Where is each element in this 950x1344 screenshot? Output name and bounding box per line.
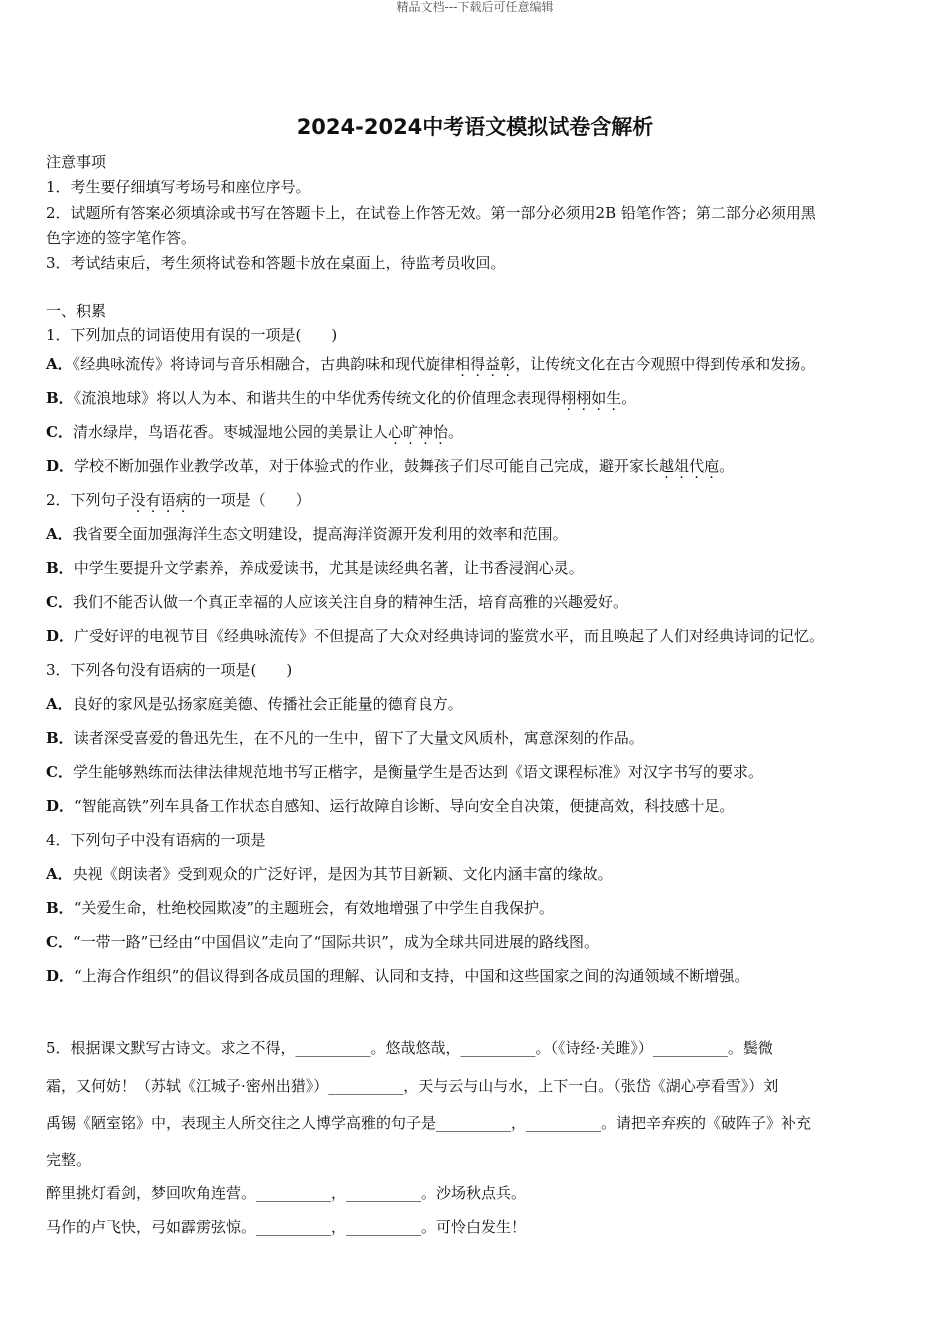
q2-option-c [46,585,908,619]
option-text: 广受好评的电视节目《经典咏流传》不但提高了大众对经典诗词的鉴赏水平，而且唤起了人们对经典诗词的记忆。 [74,627,825,645]
q3-stem: 3．下列各句没有语病的一项是( ) [46,661,293,679]
dotted-char: 代 [689,457,705,475]
option-label: C． [46,933,73,951]
q4-option-d [46,959,908,993]
stem-text: 2．下列句子 [46,491,131,509]
option-text: 学生能够熟练而法律法律规范地书写正楷字，是衡量学生是否达到《语文课程标准》对汉字书写的要求。 [72,763,763,781]
option-text: 《经典咏流传》将诗词与音乐相融合，古典韵味和现代旋律 [72,355,456,373]
dotted-char: 得 [470,355,486,373]
q5-prompt [46,1030,908,1177]
option-label: B． [46,899,74,917]
notice-item-2-line-1: 2．试题所有答案必须填涂或书写在答题卡上，在试卷上作答无效。第一部分必须用2B 铅笔作答；第二部分必须用黑 [46,203,816,222]
q2-option-d [46,619,908,653]
q2-option-b [46,551,908,585]
dotted-char: 如 [591,389,607,407]
option-text: 清水绿岸，鸟语花香。枣城湿地公园的美景让人 [72,423,388,441]
option-text: 。 [719,457,735,475]
dotted-char: 相 [455,355,471,373]
q5-line-4: 完整。 [46,1150,92,1169]
q5-line-1: 5．根据课文默写古诗文。求之不得，__________。悠哉悠哉，__________。（《诗经·关雎》）__________。鬓微 [46,1039,773,1057]
option-label: B． [46,559,74,577]
q4-option-b [46,891,908,925]
q5-poem-line-2: 马作的卢飞快，弓如霹雳弦惊。__________，__________。可怜白发生！ [46,1217,527,1236]
q3-option-b [46,721,908,755]
dotted-char: 庖 [704,457,720,475]
dotted-char: 旷 [402,423,418,441]
q2-stem [46,483,908,517]
section-heading: 一、积累 [46,302,107,320]
dotted-char: 怡 [433,423,449,441]
dotted-char: 越 [659,457,675,475]
option-text: 。 [621,389,637,407]
dotted-char: 神 [418,423,434,441]
option-label: C． [46,593,73,611]
option-text: 良好的家风是弘扬家庭美德、传播社会正能量的德育良方。 [72,695,463,713]
option-label: D． [46,627,75,645]
dotted-char: 彰 [500,355,516,373]
option-text: “关爱生命，杜绝校园欺凌”的主题班会，有效地增强了中学生自我保护。 [73,899,555,917]
option-text: 我省要全面加强海洋生态文明建设，提高海洋资源开发利用的效率和范围。 [72,525,568,543]
q1-stem: 1．下列加点的词语使用有误的一项是( ) [46,326,338,344]
dotted-char: 语 [160,491,176,509]
notice-item-1: 1．考生要仔细填写考场号和座位序号。 [46,178,311,197]
option-text: 读者深受喜爱的鲁迅先生，在不凡的一生中，留下了大量文风质朴，寓意深刻的作品。 [73,729,644,747]
q5-line-3: 禹锡《陋室铭》中，表现主人所交往之人博学高雅的句子是__________，__________。请把辛弃疾的《破阵子》补充 [46,1114,812,1132]
option-text: 我们不能否认做一个真正幸福的人应该关注自身的精神生活，培育高雅的兴趣爱好。 [72,593,628,611]
q3-option-a [46,687,908,721]
q5-poem-line-1: 醉里挑灯看剑，梦回吹角连营。__________，__________。沙场秋点兵。 [46,1184,527,1202]
dotted-char: 生 [606,389,622,407]
q4-option-c [46,925,908,959]
option-text: 中学生要提升文学素养，养成爱读书，尤其是读经典名著，让书香浸润心灵。 [73,559,584,577]
q1-option-b [46,381,908,415]
notice-heading: 注意事项 [46,153,107,171]
option-label: C． [46,423,73,441]
dotted-char: 病 [175,491,191,509]
q3-option-d [46,789,908,823]
dotted-char: 心 [387,423,403,441]
stem-text: 的一项是（ ） [190,491,311,509]
notice-section [46,150,908,276]
option-text: 央视《朗读者》受到观众的广泛好评，是因为其节目新颖、文化内涵丰富的缘故。 [72,865,613,883]
option-label: B． [46,729,74,747]
q1-option-d [46,449,908,483]
dotted-char: 栩 [576,389,592,407]
notice-item-2-line-2: 色字迹的签字笔作答。 [46,228,197,247]
option-label: B． [46,389,74,407]
option-label: D． [46,797,75,815]
q4-stem: 4．下列句子中没有语病的一项是 [46,831,266,849]
q5-line-2: 霜，又何妨！（苏轼《江城子·密州出猎》）__________，天与云与山与水，上下一白。（张岱《湖心亭看雪》）刘 [46,1076,779,1095]
option-label: A． [46,695,73,713]
option-text: 学校不断加强作业教学改革，对于体验式的作业，鼓舞孩子们尽可能自己完成，避开家长 [74,457,660,475]
option-text: “上海合作组织”的倡议得到各成员国的理解、认同和支持，中国和这些国家之间的沟通领域不断增强。 [74,967,750,985]
dotted-char: 没 [130,491,146,509]
dotted-char: 益 [485,355,501,373]
option-label: D． [46,967,75,985]
q1-option-c [46,415,908,449]
q5-poem [46,1177,908,1244]
option-text: “智能高铁”列车具备工作状态自感知、运行故障自诊断、导向安全自决策，便捷高效，科技感十足。 [74,797,735,815]
dotted-char: 有 [145,491,161,509]
q3-option-c [46,755,908,789]
option-text: “一带一路”已经由“中国倡议”走向了“国际共识”，成为全球共同进展的路线图。 [72,933,599,951]
option-label: A． [46,355,73,373]
option-label: C． [46,763,73,781]
dotted-char: 栩 [561,389,577,407]
q1-option-a [46,347,908,381]
q2-option-a [46,517,908,551]
option-label: A． [46,865,73,883]
option-label: D． [46,457,75,475]
q4-option-a [46,857,908,891]
notice-item-3: 3．考试结束后，考生须将试卷和答题卡放在桌面上，待监考员收回。 [46,254,506,273]
option-text: 。 [448,423,464,441]
option-label: A． [46,525,73,543]
page-title: 2024-2024中考语文模拟试卷含解析 [296,115,654,139]
dotted-char: 俎 [674,457,690,475]
option-text: 《流浪地球》将以人为本、和谐共生的中华优秀传统文化的价值理念表现得 [73,389,562,407]
option-text: ，让传统文化在古今观照中得到传承和发扬。 [515,355,816,373]
header-note: 精品文档---下载后可任意编辑 [396,0,554,14]
questions-section [46,300,908,993]
